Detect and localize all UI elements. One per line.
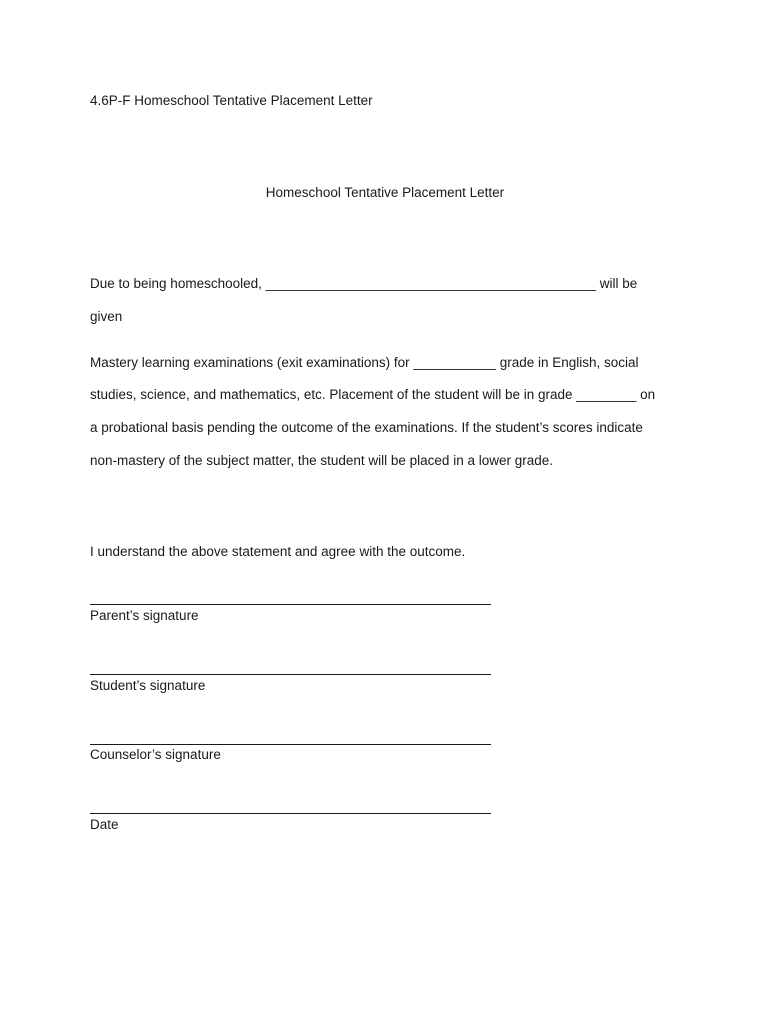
parent-signature-line[interactable] [90, 604, 491, 605]
body-line-4: studies, science, and mathematics, etc. Placement of the student will be in grade ________ on [90, 387, 656, 402]
parent-signature-label: Parent’s signature [90, 608, 199, 623]
date-line[interactable] [90, 813, 491, 814]
page-title: Homeschool Tentative Placement Letter [265, 185, 505, 200]
counselor-signature-label: Counselor’s signature [90, 747, 221, 762]
student-signature-line[interactable] [90, 674, 491, 675]
document-id: 4.6P-F Homeschool Tentative Placement Letter [90, 93, 373, 108]
body-line-5: a probational basis pending the outcome of the examinations. If the student’s scores indicate [90, 420, 643, 435]
student-signature-label: Student’s signature [90, 678, 206, 693]
agreement-statement: I understand the above statement and agree with the outcome. [90, 544, 466, 559]
body-line-1: Due to being homeschooled, ____________________________________________ will be [90, 276, 638, 291]
counselor-signature-line[interactable] [90, 744, 491, 745]
body-line-3: Mastery learning examinations (exit examinations) for ___________ grade in English, social [90, 355, 639, 370]
date-label: Date [90, 817, 119, 832]
body-line-2: given [90, 309, 123, 324]
body-line-6: non-mastery of the subject matter, the student will be placed in a lower grade. [90, 453, 554, 468]
